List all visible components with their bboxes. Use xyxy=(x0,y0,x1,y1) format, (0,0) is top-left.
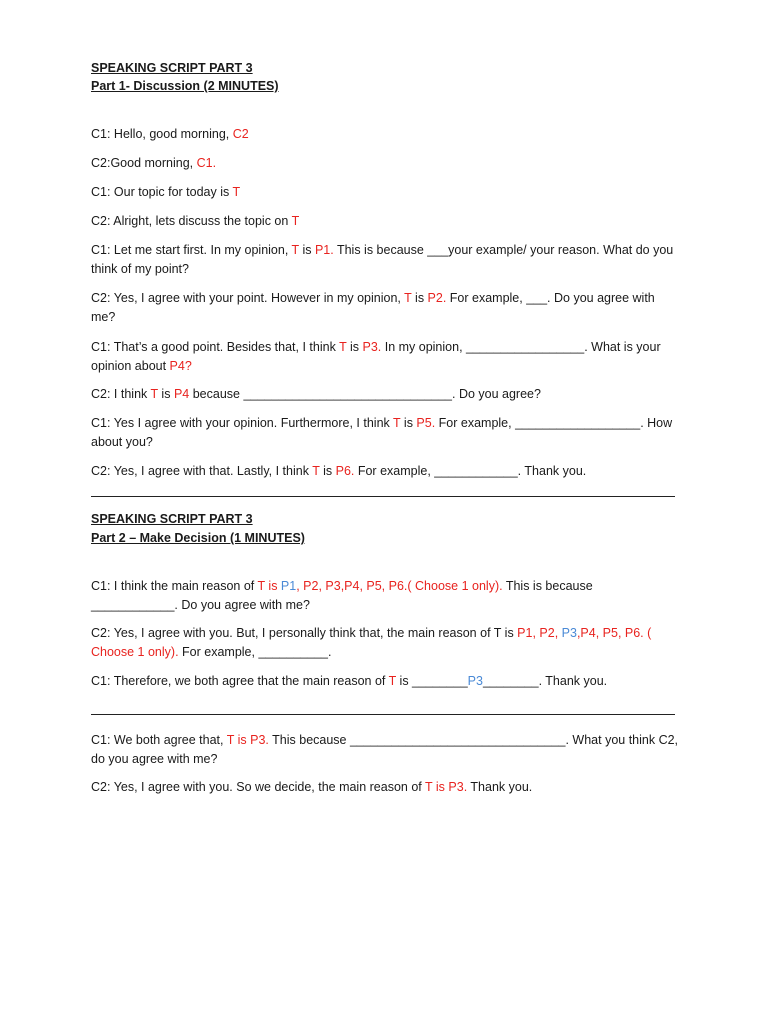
highlight-red: C1. xyxy=(196,156,217,170)
text-segment: C2: Alright, lets discuss the topic on xyxy=(91,214,292,228)
script-line xyxy=(91,125,681,144)
highlight-red: T xyxy=(291,214,300,228)
script-line xyxy=(91,241,681,279)
highlight-red: P2. xyxy=(427,291,447,305)
text-segment: ________. Thank you. xyxy=(482,674,608,688)
highlight-red: T xyxy=(393,416,401,430)
divider-rule xyxy=(91,714,675,715)
highlight-red: T xyxy=(150,387,158,401)
text-segment: For example, __________________. How about you? xyxy=(91,416,673,449)
script-line xyxy=(91,778,681,797)
highlight-red: T is P3. xyxy=(425,780,468,794)
text-segment: For example, ___. Do you agree with me? xyxy=(91,291,655,324)
highlight-red: T xyxy=(312,464,320,478)
highlight-red: P4 xyxy=(173,387,190,401)
highlight-red: P1, P2, xyxy=(517,626,562,640)
highlight-red: T xyxy=(404,291,412,305)
highlight-red: P3. xyxy=(362,340,382,354)
script-line xyxy=(91,577,681,615)
script-line xyxy=(91,385,681,404)
part1-title: SPEAKING SCRIPT PART 3 xyxy=(91,61,253,75)
text-segment: For example, ____________. Thank you. xyxy=(354,464,587,478)
highlight-red: ,P4, P5, P6. ( Choose 1 only). xyxy=(91,626,652,659)
highlight-red: T is P3. xyxy=(226,733,269,747)
text-segment: is xyxy=(319,464,336,478)
highlight-red: P5. xyxy=(416,416,436,430)
script-line xyxy=(91,414,681,452)
text-segment: C1: I think the main reason of xyxy=(91,579,258,593)
text-segment: is ________ xyxy=(396,674,468,688)
script-line xyxy=(91,731,681,769)
highlight-blue: P3 xyxy=(561,626,577,640)
highlight-blue: P1 xyxy=(280,579,297,593)
divider-rule xyxy=(91,496,675,497)
text-segment: because ______________________________. Do you agree? xyxy=(189,387,541,401)
text-segment: is xyxy=(411,291,428,305)
text-segment: This is because ____________. Do you agree with me? xyxy=(91,579,593,612)
highlight-red: T is xyxy=(257,579,281,593)
text-segment: C2: Yes, I agree with you. So we decide, the main reason of xyxy=(91,780,426,794)
highlight-red: C2 xyxy=(232,127,249,141)
highlight-red: P1. xyxy=(314,243,334,257)
highlight-red: T xyxy=(388,674,397,688)
text-segment: C1: Yes I agree with your opinion. Furthermore, I think xyxy=(91,416,394,430)
script-line xyxy=(91,289,681,327)
text-segment: C1: Therefore, we both agree that the main reason of xyxy=(91,674,389,688)
part1-subtitle: Part 1- Discussion (2 MINUTES) xyxy=(91,79,279,93)
highlight-red: T xyxy=(291,243,299,257)
text-segment: C1: Our topic for today is xyxy=(91,185,233,199)
highlight-blue: P3 xyxy=(467,674,483,688)
text-segment: is xyxy=(400,416,417,430)
text-segment: is xyxy=(157,387,174,401)
text-segment: C2: Yes, I agree with that. Lastly, I think xyxy=(91,464,313,478)
text-segment: C1: Hello, good morning, xyxy=(91,127,233,141)
script-line xyxy=(91,624,681,662)
text-segment: C1: We both agree that, xyxy=(91,733,227,747)
highlight-red: T xyxy=(232,185,241,199)
script-line xyxy=(91,183,681,202)
text-segment: For example, __________. xyxy=(178,645,332,659)
text-segment: Thank you. xyxy=(467,780,533,794)
text-segment: C2: I think xyxy=(91,387,151,401)
script-line xyxy=(91,154,681,173)
text-segment: C2: Yes, I agree with you. But, I personally think that, the main reason of T is xyxy=(91,626,518,640)
text-segment: C2: Yes, I agree with your point. However in my opinion, xyxy=(91,291,405,305)
script-line xyxy=(91,672,681,691)
text-segment: is xyxy=(346,340,363,354)
text-segment: This is because ___your example/ your reason. What do you think of my point? xyxy=(91,243,674,276)
highlight-red: T xyxy=(339,340,347,354)
highlight-red: , P2, P3,P4, P5, P6.( Choose 1 only). xyxy=(296,579,503,593)
text-segment: This because _______________________________. What you think C2, do you agree with me? xyxy=(91,733,679,766)
script-line xyxy=(91,338,681,376)
part2-title: SPEAKING SCRIPT PART 3 xyxy=(91,512,253,526)
text-segment: C2:Good morning, xyxy=(91,156,197,170)
script-line xyxy=(91,462,681,481)
highlight-red: P6. xyxy=(335,464,355,478)
highlight-red: P4? xyxy=(169,359,192,373)
text-segment: In my opinion, _________________. What is your opinion about xyxy=(91,340,661,373)
text-segment: C1: That’s a good point. Besides that, I think xyxy=(91,340,340,354)
text-segment: is xyxy=(298,243,315,257)
text-segment: C1: Let me start first. In my opinion, xyxy=(91,243,292,257)
script-line xyxy=(91,212,681,231)
part2-subtitle: Part 2 – Make Decision (1 MINUTES) xyxy=(91,531,305,545)
